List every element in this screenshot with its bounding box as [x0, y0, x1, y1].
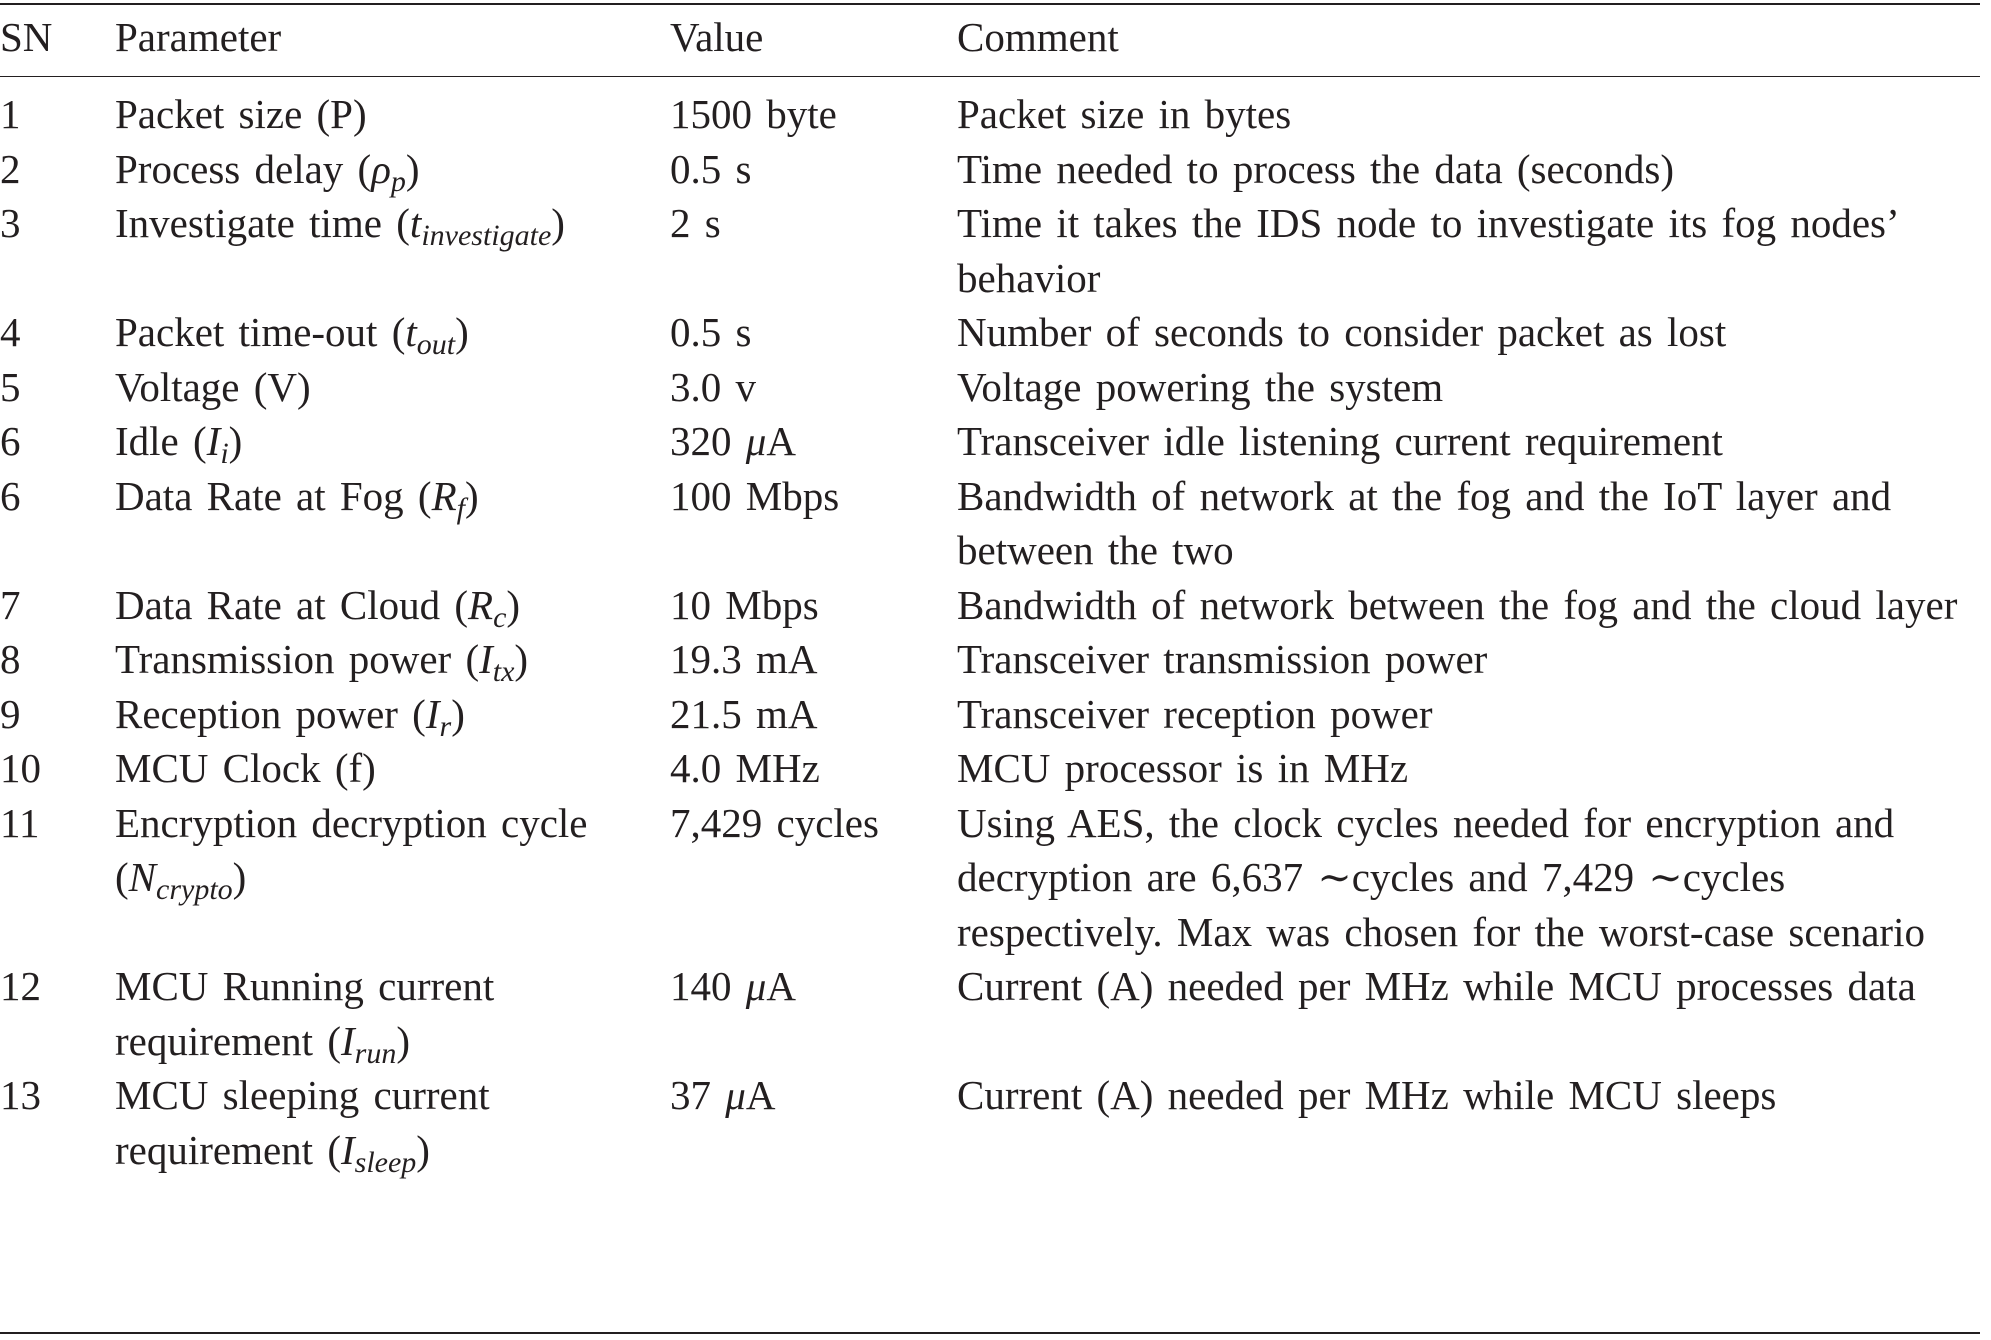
header-parameter: Parameter — [115, 14, 282, 60]
param-text: Data Rate at Fog ( — [115, 472, 432, 519]
param-subscript: out — [416, 328, 456, 361]
cell-comment: MCU processor is in MHz — [957, 745, 1409, 791]
cell-sn: 4 — [0, 309, 21, 355]
cell-parameter — [115, 196, 670, 305]
cell-parameter — [115, 796, 670, 960]
param-text: MCU Running current requirement ( — [115, 963, 495, 1064]
cell-sn: 5 — [0, 363, 21, 410]
value-unit-prefix: μ — [745, 963, 767, 1009]
param-symbol: I — [479, 636, 493, 682]
cell-sn: 9 — [0, 690, 21, 737]
cell-value — [670, 414, 957, 469]
param-symbol: R — [431, 472, 457, 519]
param-text-end: ) — [464, 472, 479, 519]
value-unit: A — [745, 1072, 776, 1118]
table-row — [0, 741, 1980, 796]
param-symbol: N — [128, 854, 157, 900]
cell-sn: 12 — [0, 963, 41, 1009]
value-unit: A — [766, 963, 796, 1009]
cell-sn: 1 — [0, 91, 21, 137]
table-row — [0, 305, 1980, 360]
value-number: 140 — [670, 963, 746, 1009]
cell-sn: 3 — [0, 200, 21, 246]
table-row — [0, 360, 1980, 415]
cell-value: 0.5 s — [670, 145, 752, 192]
cell-parameter: Packet size (P) — [115, 91, 367, 137]
cell-comment: Packet size in bytes — [957, 91, 1292, 137]
cell-value: 100 Mbps — [670, 472, 840, 519]
cell-sn: 8 — [0, 636, 21, 682]
param-subscript: sleep — [354, 1145, 417, 1179]
cell-parameter — [115, 632, 670, 687]
cell-comment: Current (A) needed per MHz while MCU processes data — [957, 963, 1916, 1009]
param-text-end: ) — [228, 418, 243, 464]
value-unit-prefix: μ — [745, 418, 767, 464]
param-subscript: crypto — [156, 873, 233, 906]
cell-sn: 13 — [0, 1072, 41, 1118]
cell-parameter — [115, 1068, 670, 1177]
value-number: 37 — [670, 1072, 726, 1118]
cell-parameter — [115, 959, 670, 1068]
param-symbol: I — [206, 418, 221, 464]
header-row — [0, 0, 1980, 77]
param-symbol: t — [405, 309, 417, 355]
table-row — [0, 196, 1980, 305]
cell-sn: 2 — [0, 145, 21, 192]
table-row — [0, 796, 1980, 960]
cell-comment: Current (A) needed per MHz while MCU sleeps — [957, 1072, 1777, 1118]
table-row — [0, 469, 1980, 578]
cell-value: 4.0 MHz — [670, 745, 820, 791]
cell-parameter: Voltage (V) — [115, 363, 311, 410]
header-sn: SN — [0, 14, 53, 60]
cell-comment: Transceiver idle listening current requirement — [957, 418, 1723, 464]
cell-comment: Using AES, the clock cycles needed for encryption and decryption are 6,637 ∼cycles and 7,429 ∼cycles respectively. Max was chosen for the worst-case scenario — [957, 799, 1925, 955]
header-value: Value — [670, 14, 764, 60]
cell-comment: Transceiver reception power — [957, 690, 1433, 737]
param-text: MCU sleeping current requirement ( — [115, 1072, 490, 1173]
cell-comment: Transceiver transmission power — [957, 636, 1488, 682]
param-subscript: f — [456, 491, 465, 525]
value-unit: A — [766, 418, 796, 464]
cell-value — [670, 959, 957, 1068]
cell-parameter — [115, 142, 670, 197]
param-subscript: i — [220, 437, 229, 470]
param-text: Investigate time ( — [115, 200, 410, 246]
param-subscript: p — [390, 164, 406, 198]
param-symbol: t — [409, 200, 422, 246]
cell-comment: Number of seconds to consider packet as lost — [957, 309, 1727, 355]
cell-sn: 7 — [0, 581, 21, 628]
param-text: Reception power ( — [115, 690, 426, 737]
param-text: Data Rate at Cloud ( — [115, 581, 469, 628]
cell-value: 21.5 mA — [670, 690, 818, 737]
param-text: Packet time-out ( — [115, 309, 406, 355]
table-row — [0, 632, 1980, 687]
param-text: Encryption decryption cycle ( — [115, 799, 588, 900]
cell-value: 1500 byte — [670, 91, 837, 137]
cell-value: 2 s — [670, 200, 721, 246]
cell-sn: 6 — [0, 418, 21, 464]
param-symbol: I — [425, 690, 440, 737]
param-subscript: tx — [492, 655, 515, 688]
bottom-rule — [0, 1332, 1980, 1334]
cell-parameter — [115, 469, 670, 578]
param-symbol: R — [468, 581, 494, 628]
table-row — [0, 687, 1980, 742]
param-text: Transmission power ( — [115, 636, 480, 682]
cell-comment: Time needed to process the data (seconds) — [957, 145, 1675, 192]
param-text-end: ) — [455, 309, 469, 355]
cell-comment: Bandwidth of network between the fog and the cloud layer — [957, 581, 1958, 628]
header-comment: Comment — [957, 14, 1119, 60]
cell-comment: Time it takes the IDS node to investigate its fog nodes’ behavior — [957, 200, 1897, 301]
table-row — [0, 1068, 1980, 1177]
cell-value: 7,429 cycles — [670, 799, 879, 846]
param-subscript: r — [439, 709, 452, 743]
param-text-end: ) — [514, 636, 529, 682]
param-symbol: I — [340, 1017, 355, 1064]
cell-parameter — [115, 414, 670, 469]
param-text: Idle ( — [115, 418, 207, 464]
cell-value — [670, 1068, 957, 1177]
param-text-end: ) — [551, 200, 565, 246]
param-text-end: ) — [451, 690, 465, 737]
cell-parameter — [115, 578, 670, 633]
table-row — [0, 959, 1980, 1068]
cell-value: 3.0 v — [670, 363, 756, 410]
param-text-end: ) — [405, 145, 420, 192]
param-text: Process delay ( — [115, 145, 372, 192]
cell-comment: Bandwidth of network at the fog and the IoT layer and between the two — [957, 472, 1892, 573]
cell-value: 10 Mbps — [670, 581, 819, 628]
param-text-end: ) — [396, 1017, 410, 1064]
param-subscript: c — [493, 600, 507, 634]
table-row — [0, 578, 1980, 633]
cell-sn: 6 — [0, 472, 21, 519]
param-symbol: I — [340, 1126, 355, 1173]
table-row — [0, 414, 1980, 469]
table-row — [0, 77, 1980, 142]
param-symbol: ρ — [371, 145, 391, 192]
value-number: 320 — [670, 418, 746, 464]
cell-parameter — [115, 687, 670, 742]
param-subscript: investigate — [421, 219, 552, 252]
cell-value: 0.5 s — [670, 309, 752, 355]
cell-sn: 10 — [0, 745, 41, 791]
param-subscript: run — [354, 1036, 397, 1070]
cell-parameter — [115, 305, 670, 360]
cell-comment: Voltage powering the system — [957, 363, 1444, 410]
cell-sn: 11 — [0, 799, 40, 846]
param-text-end: ) — [416, 1126, 430, 1173]
cell-parameter: MCU Clock (f) — [115, 745, 376, 791]
table-row — [0, 142, 1980, 197]
param-text-end: ) — [506, 581, 521, 628]
cell-value: 19.3 mA — [670, 636, 818, 682]
param-text-end: ) — [232, 854, 247, 900]
value-unit-prefix: μ — [725, 1072, 746, 1118]
